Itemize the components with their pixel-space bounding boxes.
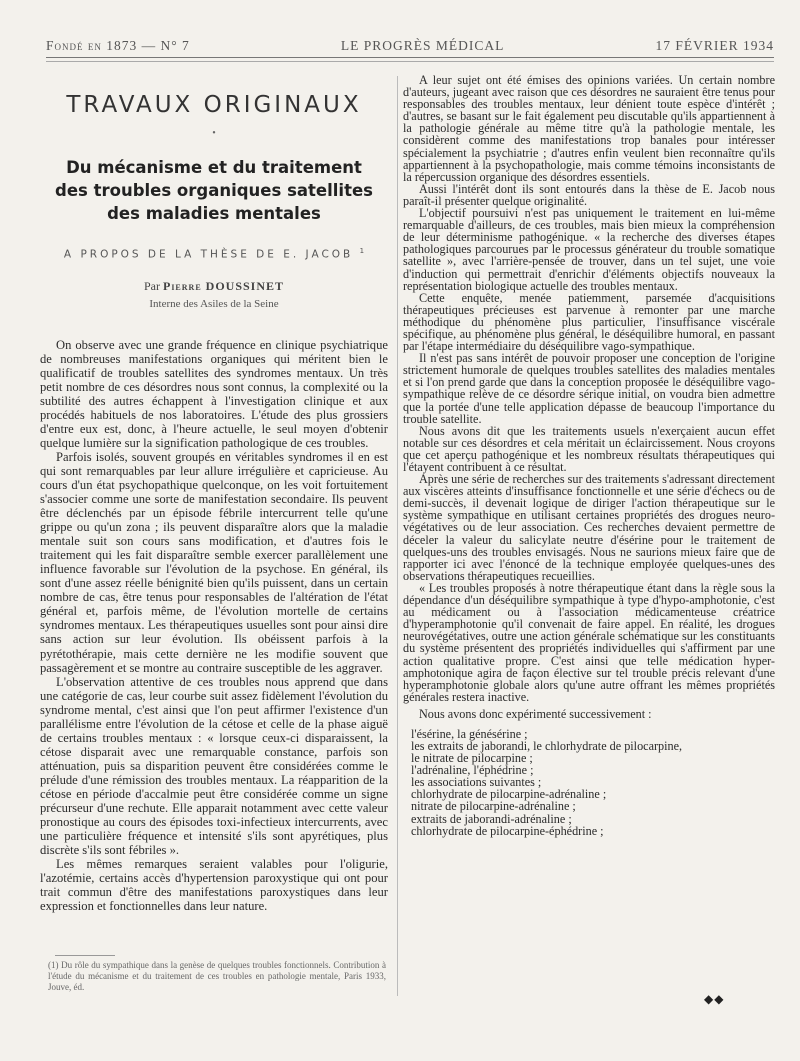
header-rule-secondary bbox=[46, 61, 774, 62]
list-item: chlorhydrate de pilocarpine-éphédrine ; bbox=[411, 823, 604, 838]
body-paragraph: A leur sujet ont été émises des opinions variées. Un certain nombre d'auteurs, jugeant avec raison que ces désordres ne sauraient être tenus pour responsables des troubles mentaux, leur dénient toute espèce d'intérêt ; d'autres, se basant sur le fait également peu discutable qu'ils appartiennent à la pathologie générale au même titre qu'à la pathologie mentale, les considèrent comme des manifestations trop banales pour intéresser spécialement la psychiatrie ; d'autres enfin veulent bien reconnaître qu'ils appartiennent à la psychopathologie, mais comme témoins inconsistants de la répercussion organique des désordres essentiels. bbox=[403, 73, 775, 184]
section-title: TRAVAUX ORIGINAUX bbox=[66, 92, 362, 118]
body-paragraph: Il n'est pas sans intérêt de pouvoir proposer une conception de l'origine strictement humorale de quelques troubles satellites des maladies mentales et si l'on prend garde que dans la conception proposée le déséquilibre vago-sympathique relève de ce désordre sérique initial, on voudra bien admettre que la portée d'une telle application dépasse de beaucoup l'importance du trouble satellite. bbox=[403, 351, 775, 426]
header-founded: Fondé en 1873 — N° 7 bbox=[46, 38, 190, 53]
list-item: nitrate de pilocarpine-adrénaline ; bbox=[411, 799, 576, 814]
author-name: Pierre DOUSSINET bbox=[162, 278, 285, 293]
footnote-rule bbox=[55, 955, 115, 956]
footnote: (1) Du rôle du sympathique dans la genèse de quelques troubles fonctionnels. Contribution à l'étude du mécanisme et du traitement de ces troubles en pathologie mentale, Paris 1933, Jouve, éd. bbox=[48, 960, 386, 992]
list-item: l'adrénaline, l'éphédrine ; bbox=[411, 763, 534, 778]
body-paragraph: L'objectif poursuivi n'est pas uniquement le traitement en lui-même remarquable d'ailleurs, de ces troubles, mais bien mieux la compréhension de leur déterminisme pathogénique. « la recherche des diverses étapes pathologiques parcourues par le processus générateur du trouble somatique satellite », avec l'arrière-pensée de trouver, dans un tel sujet, une voie d'induction qui permettrait d'enrichir d'éléments objectifs nouveaux la représentation biologique actuelle des troubles mentaux. bbox=[403, 206, 775, 293]
column-divider bbox=[397, 76, 398, 996]
body-paragraph: « Les troubles proposés à notre thérapeutique étant dans la règle sous la dépendance d'un déséquilibre sympathique à type d'hypo-amphotonie, c'est au médicament ou à l'association médicamenteuse créatrice d'hyperamphotonie qu'il convenait de faire appel. En réalité, les drogues neurovégétatives, outre une action générale schématique sur les constituants du système présentent des propriétés individuelles qui s'affirment par une action qualitative propre. C'est ainsi que telle médication hyper-amphotonique agira de façon élective sur tel trouble précis relevant d'une hyperamphotonie globale alors qu'une autre offrant les mêmes propriétés générales restera inactive. bbox=[403, 580, 775, 704]
running-header bbox=[46, 38, 774, 54]
right-body bbox=[403, 74, 775, 703]
author-line bbox=[40, 279, 388, 294]
body-paragraph: Après une série de recherches sur des traitements s'adressant directement aux viscères atteints d'insuffisance fonctionnelle et une série d'échecs ou de demi-succès, il devenait logique de diriger l'action thérapeutique sur le système sympathique en utilisant certaines propriétés des drogues neuro-végétatives ou de leur association. Ces recherches devaient permettre de déceler la valeur du salicylate neutre d'ésérine pour le traitement de quelques-uns des troubles envisagés. Nous ne saurions mieux faire que de rapporter ici avec l'énoncé de la technique employée quelques-unes des observations thérapeutiques recueillies. bbox=[403, 472, 775, 583]
body-paragraph: Cette enquête, menée patiemment, parsemée d'acquisitions thérapeutiques précieuses est parvenue à remonter par une marche méthodique du phénomène plus particulier, l'insuffisance viscérale spécifique, au phénomène plus général, le déséquilibre humoral, en passant par l'étape intermédiaire du déséquilibre vago-sympathique. bbox=[403, 290, 775, 354]
drug-list bbox=[403, 728, 775, 837]
list-item: extraits de jaborandi-adrénaline ; bbox=[411, 811, 572, 826]
right-column bbox=[403, 74, 775, 837]
list-item: les extraits de jaborandi, le chlorhydrate de pilocarpine, bbox=[411, 738, 683, 753]
list-item: chlorhydrate de pilocarpine-adrénaline ; bbox=[411, 787, 607, 802]
header-date: 17 FÉVRIER 1934 bbox=[655, 38, 774, 53]
article-title-line: Du mécanisme et du traitement bbox=[66, 158, 362, 177]
left-body bbox=[40, 338, 388, 914]
header-rule bbox=[46, 57, 774, 58]
author-prefix: Par bbox=[143, 278, 160, 293]
body-paragraph: Parfois isolés, souvent groupés en véritables syndromes il en est qui sont remarquables par leur allure irrégulière et capricieuse. Au cours d'un état psychopathique quelconque, on les voit fortuitement s'associer comme une sorte de manifestation secondaire. Ils peuvent être déclenchés par un épisode fébrile intercurrent telle qu'une grippe ou qu'un zona ; ils peuvent disparaître alors que la maladie mentale suit son cours sans modification, et d'autres fois le traitement qui les fait disparaître semble exercer parallèlement une influence favorable sur l'évolution de la psychose. En général, ils sont d'une assez réelle bénignité bien qu'ils puissent, dans un certain nombre de cas, être tenus pour responsables de l'altération de l'état général et, parfois même, de l'évolution mortelle de certains syndromes mentaux. Les thérapeutiques usuelles sont pour ainsi dire sans action sur leur évolution. Ils obéissent parfois à la pyrétothérapie, mais cette dernière ne les modifie souvent que passagèrement et se montre au contraire susceptible de les aggraver. bbox=[40, 449, 388, 675]
body-paragraph: On observe avec une grande fréquence en clinique psychiatrique de nombreuses manifestations organiques qui méritent bien le qualificatif de troubles satellites des syndromes mentaux. Un très petit nombre de ces désordres nous sont connus, la complexité ou la subtilité des autres échappent à l'investigation clinique et aux procédés habituels de nos laboratoires. L'étude des plus grossiers d'entre eux est, donc, à l'heure actuelle, le seul moyen d'obtenir quelque lumière sur la signification pathologique de ces troubles. bbox=[40, 337, 388, 450]
body-paragraph: L'observation attentive de ces troubles nous apprend que dans une catégorie de cas, leur courbe suit assez fidèlement l'évolution du syndrome mental, c'est ainsi que l'on peut affirmer l'existence d'un parallélisme entre l'évolution de la cétose et celle de la phase aiguë de certains troubles mentaux : « lorsque ceux-ci disparaissent, la cétose disparait avec une remarquable constance, parfois son atténuation, puis sa disparition peuvent être considérées comme le prélude d'une rémission des troubles mentaux. La réapparition de la cétose en période d'accalmie peut être considérée comme un signe précurseur d'une rechute. Elle apparait notamment avec cette valeur pronostique au cours des épisodes toxi-infectieux intercurrents, avec une particulière fréquence et intensité s'ils sont apyrétiques, plus discrète s'ils sont fébriles ». bbox=[40, 674, 388, 858]
end-ornament: ◆◆ bbox=[704, 992, 725, 1006]
about-thesis: A PROPOS DE LA THÈSE DE E. JACOB bbox=[63, 248, 354, 261]
list-item: l'ésérine, la génésérine ; bbox=[411, 726, 528, 741]
article-title-line: des maladies mentales bbox=[107, 204, 321, 223]
list-item: le nitrate de pilocarpine ; bbox=[411, 751, 533, 766]
article-title bbox=[40, 156, 388, 225]
left-column bbox=[40, 72, 388, 913]
list-item: les associations suivantes ; bbox=[411, 775, 542, 790]
article-subtitle bbox=[40, 247, 388, 261]
title-ornament: • bbox=[212, 128, 216, 139]
body-paragraph: Aussi l'intérêt dont ils sont entourés dans la thèse de E. Jacob nous paraît-il présenter quelque originalité. bbox=[403, 181, 775, 208]
list-lead: Nous avons donc expérimenté successivement : bbox=[419, 706, 652, 721]
footnote-marker: 1 bbox=[359, 247, 365, 255]
body-paragraph: Les mêmes remarques seraient valables pour l'oligurie, l'azotémie, certains accès d'hypertension paroxystique qui ont pour trait commun d'être des manifestations paroxystiques dans leur expression et fonctionnelles dans leur nature. bbox=[40, 857, 388, 914]
author-affiliation: Interne des Asiles de la Seine bbox=[149, 297, 279, 310]
article-title-line: des troubles organiques satellites bbox=[55, 181, 373, 200]
header-journal-name: LE PROGRÈS MÉDICAL bbox=[340, 38, 505, 53]
body-paragraph: Nous avons dit que les traitements usuels n'exerçaient aucun effet notable sur ces désordres et cela méritait un éclaircissement. Nous croyons que cet aperçu pathogénique et les nombreux résultats thérapeutiques qui l'étayent contribuent à ce résultat. bbox=[403, 423, 775, 474]
